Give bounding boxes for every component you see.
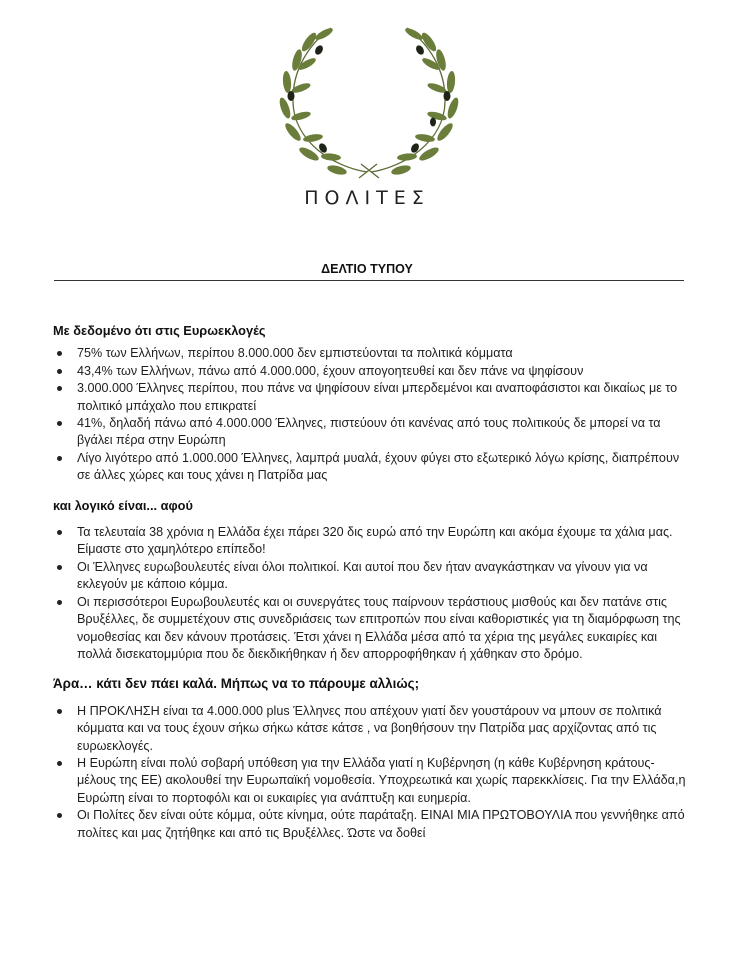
bullet-list <box>53 703 689 842</box>
list-item: Η ΠΡΟΚΛΗΣΗ είναι τα 4.000.000 plus Έλληνες που απέχουν γιατί δεν γουστάρουν να μπουν σε πολιτικά κόμματα και να τους έχουν σήκω σήκω κάτσε κάτσε , να βοηθήσουν την Πατρίδα μας αρχίζοντας από τις ευρωεκλογές. <box>53 703 689 755</box>
bullet-list <box>53 524 689 663</box>
bullet-list <box>53 345 689 484</box>
section-heading: και λογικό είναι... αφού <box>53 497 193 513</box>
list-item: 75% των Ελλήνων, περίπου 8.000.000 δεν εμπιστεύονται τα πολιτικά κόμματα <box>53 345 689 362</box>
list-item: 43,4% των Ελλήνων, πάνω από 4.000.000, έχουν απογοητευθεί και δεν πάνε να ψηφίσουν <box>53 363 689 380</box>
organization-name: ΠΟΛΙΤΕΣ <box>304 187 430 209</box>
olive-wreath-icon <box>279 22 459 182</box>
section-heading: Άρα… κάτι δεν πάει καλά. Μήπως να το πάρουμε αλλιώς; <box>53 676 420 692</box>
section-heading: Με δεδομένο ότι στις Ευρωεκλογές <box>53 323 266 338</box>
document-title: ΔΕΛΤΙΟ ΤΥΠΟΥ <box>321 262 413 276</box>
logo <box>0 0 734 215</box>
title-divider <box>54 280 684 281</box>
list-item: Οι Έλληνες ευρωβουλευτές είναι όλοι πολιτικοί. Και αυτοί που δεν ήταν αναγκάστηκαν να γίνουν για να εκλεγούν με κάποιο κόμμα. <box>53 559 689 594</box>
press-release-body <box>53 322 689 842</box>
list-item: Η Ευρώπη είναι πολύ σοβαρή υπόθεση για την Ελλάδα γιατί η Κυβέρνηση (η κάθε Κυβέρνηση κράτους-μέλους της ΕΕ) ακολουθεί την Ευρωπαϊκή νομοθεσία. Υποχρεωτικά και χωρίς παρεκκλίσεις. Για την Ελλάδα,η Ευρώπη είναι το πορτοφόλι και οι ευκαιρίες για ανάπτυξη και ευημερία. <box>53 755 689 807</box>
list-item: Λίγο λιγότερο από 1.000.000 Έλληνες, λαμπρά μυαλά, έχουν φύγει στο εξωτερικό λόγω κρίσης, διαπρέπουν σε άλλες χώρες και τους χάνει η Πατρίδα μας <box>53 450 689 485</box>
list-item: 3.000.000 Έλληνες περίπου, που πάνε να ψηφίσουν είναι μπερδεμένοι και αναποφάσιστοι και δικαίως με το πολιτικό μπάχαλο που επικρατεί <box>53 380 689 415</box>
list-item: Τα τελευταία 38 χρόνια η Ελλάδα έχει πάρει 320 δις ευρώ από την Ευρώπη και ακόμα έχουμε τα χάλια μας. Είμαστε στο χαμηλότερο επίπεδο! <box>53 524 689 559</box>
list-item: Οι Πολίτες δεν είναι ούτε κόμμα, ούτε κίνημα, ούτε παράταξη. ΕΙΝΑΙ ΜΙΑ ΠΡΩΤΟΒΟΥΛΙΑ που γεννήθηκε από πολίτες και μας ζητήθηκε και από τις Βρυξέλλες. Ώστε να δοθεί <box>53 807 689 842</box>
list-item: Οι περισσότεροι Ευρωβουλευτές και οι συνεργάτες τους παίρνουν τεράστιους μισθούς και δεν πατάνε στις Βρυξέλλες, δε συμμετέχουν στις συνεδριάσεις των επιτροπών που είναι καθοριστικές για τη διαμόρφωση της νομοθεσίας και δεν κάνουν προτάσεις. Έτσι χάνει η Ελλάδα μέσα από τα χέρια της μεγάλες ευκαιρίες και πολλά δισεκατομμύρια που δε διεκδικήθηκαν ή δεν απορροφήθηκαν ή χάθηκαν στο δρόμο. <box>53 594 689 664</box>
list-item: 41%, δηλαδή πάνω από 4.000.000 Έλληνες, πιστεύουν ότι κανένας από τους πολιτικούς δε μπορεί να τα βγάλει πέρα στην Ευρώπη <box>53 415 689 450</box>
